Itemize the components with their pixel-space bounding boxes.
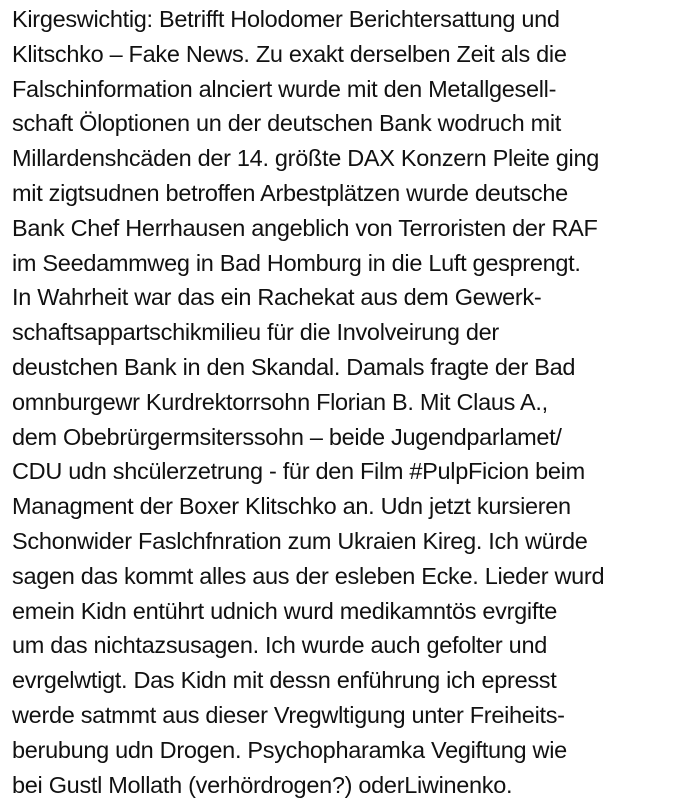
text-line: omnburgewr Kurdrektorrsohn Florian B. Mit Claus A.,: [12, 388, 548, 415]
text-line: werde satmmt aus dieser Vregwltigung unter Freiheits-: [12, 701, 565, 728]
document-text-block: [12, 2, 680, 802]
text-line: schaft Öloptionen un der deutschen Bank wodruch mit: [12, 110, 562, 137]
text-line: berubung udn Drogen. Psychopharamka Vegiftung wie: [12, 736, 567, 763]
text-line: im Seedammweg in Bad Homburg in die Luft gesprengt.: [12, 249, 581, 276]
text-line: CDU udn shcülerzetrung - für den Film #PulpFicion beim: [12, 458, 585, 485]
text-line: schaftsappartschikmilieu für die Involveirung der: [12, 319, 499, 346]
text-line: bei Gustl Mollath (verhördrogen?) oderLiwinenko.: [12, 771, 513, 798]
text-line: sagen das kommt alles aus der esleben Ecke. Lieder wurd: [12, 562, 605, 589]
text-line: dem Obebrürgermsiterssohn – beide Jugendparlamet/: [12, 423, 562, 450]
text-line: Falschinformation alnciert wurde mit den Metallgesell-: [12, 75, 557, 102]
text-line: evrgelwtigt. Das Kidn mit dessn enführung ich epresst: [12, 667, 557, 694]
text-line: Klitschko – Fake News. Zu exakt derselben Zeit als die: [12, 40, 567, 67]
text-line: Schonwider Faslchfnration zum Ukraien Kireg. Ich würde: [12, 527, 588, 554]
text-line: emein Kidn entührt udnich wurd medikamntös evrgifte: [12, 597, 558, 624]
text-line: um das nichtazsusagen. Ich wurde auch gefolter und: [12, 632, 547, 659]
text-line: deustchen Bank in den Skandal. Damals fragte der Bad: [12, 353, 576, 380]
text-line: Managment der Boxer Klitschko an. Udn jetzt kursieren: [12, 493, 571, 520]
text-line: Kirgeswichtig: Betrifft Holodomer Berichtersattung und: [12, 6, 560, 32]
text-line: In Wahrheit war das ein Rachekat aus dem Gewerk-: [12, 284, 542, 311]
text-line: Bank Chef Herrhausen angeblich von Terroristen der RAF: [12, 214, 598, 241]
text-line: Millardenshcäden der 14. größte DAX Konzern Pleite ging: [12, 145, 600, 172]
text-line: mit zigtsudnen betroffen Arbestplätzen wurde deutsche: [12, 179, 568, 206]
